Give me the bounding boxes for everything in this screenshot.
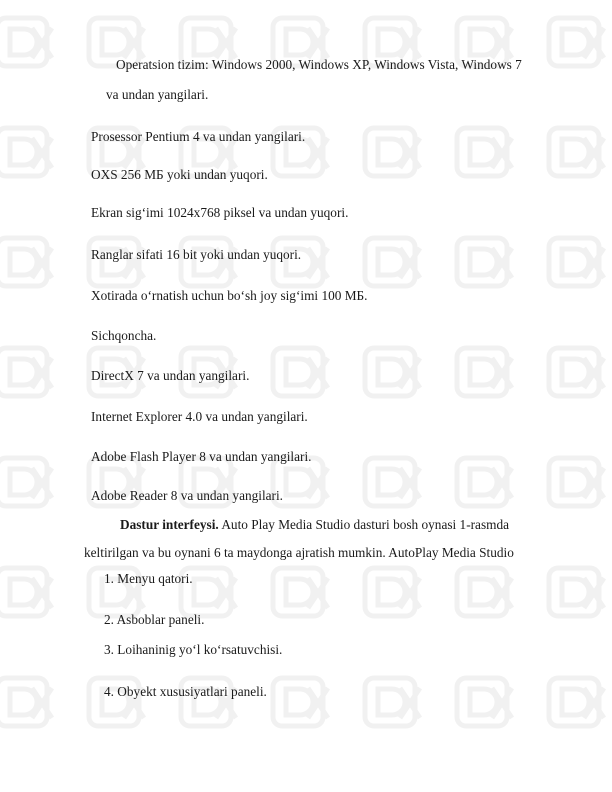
docx-watermark-icon [86,674,150,732]
requirement-item: Adobe Flash Player 8 va undan yangilari. [91,449,312,464]
interface-heading: Dastur interfeysi. [120,517,219,532]
docx-watermark-icon [178,234,242,292]
interface-list-item: 1. Menyu qatori. [104,571,193,586]
docx-watermark-icon [454,674,518,732]
docx-watermark-icon [86,234,150,292]
docx-watermark-icon [546,454,610,512]
docx-watermark-icon [362,234,426,292]
docx-watermark-icon [0,454,58,512]
requirement-item: DirectX 7 va undan yangilari. [91,368,250,383]
interface-list-item: 2. Asboblar paneli. [104,612,205,627]
requirement-item: Adobe Reader 8 va undan yangilari. [91,488,283,503]
docx-watermark-icon [362,564,426,622]
docx-watermark-icon [362,674,426,732]
docx-watermark-icon [362,124,426,182]
docx-watermark-icon [546,674,610,732]
docx-watermark-icon [454,344,518,402]
interface-intro-text: Auto Play Media Studio dasturi bosh oynasi 1-rasmda [218,517,510,532]
docx-watermark-icon [270,344,334,402]
docx-watermark-icon [0,564,58,622]
docx-watermark-icon [0,674,58,732]
os-requirement-line-2: va undan yangilari. [106,87,209,102]
requirement-item: Ekran sig‘imi 1024x768 piksel va undan yuqori. [91,205,349,220]
interface-intro-line-2: keltirilgan va bu oynani 6 ta maydonga ajratish mumkin. AutoPlay Media Studio [84,545,514,560]
requirement-item: Sichqoncha. [91,328,157,343]
requirement-item: Internet Explorer 4.0 va undan yangilari. [91,409,308,424]
os-requirement-line-1: Operatsion tizim: Windows 2000, Windows XP, Windows Vista, Windows 7 [116,57,522,72]
docx-watermark-icon [0,344,58,402]
requirement-item: OXS 256 MБ yoki undan yuqori. [91,167,268,182]
docx-watermark-icon [454,234,518,292]
docx-watermark-icon [546,14,610,72]
interface-list-item: 4. Obyekt xususiyatlari paneli. [104,684,267,699]
docx-watermark-icon [0,124,58,182]
docx-watermark-icon [546,344,610,402]
docx-watermark-icon [546,564,610,622]
requirement-item: Ranglar sifati 16 bit yoki undan yuqori. [91,247,302,262]
docx-watermark-icon [270,234,334,292]
interface-list-item: 3. Loihaninig yo‘l ko‘rsatuvchisi. [104,642,283,657]
requirement-item: Prosessor Pentium 4 va undan yangilari. [91,129,306,144]
docx-watermark-icon [454,124,518,182]
docx-watermark-icon [546,124,610,182]
docx-watermark-icon [0,14,58,72]
docx-watermark-icon [270,564,334,622]
docx-watermark-icon [362,454,426,512]
requirement-item: Xotirada o‘rnatish uchun bo‘sh joy sig‘imi 100 MБ. [91,288,368,303]
interface-intro-line-1 [120,517,509,533]
docx-watermark-icon [0,234,58,292]
docx-watermark-icon [454,564,518,622]
docx-watermark-icon [546,234,610,292]
docx-watermark-icon [178,674,242,732]
docx-watermark-icon [454,454,518,512]
docx-watermark-icon [270,674,334,732]
docx-watermark-icon [362,344,426,402]
